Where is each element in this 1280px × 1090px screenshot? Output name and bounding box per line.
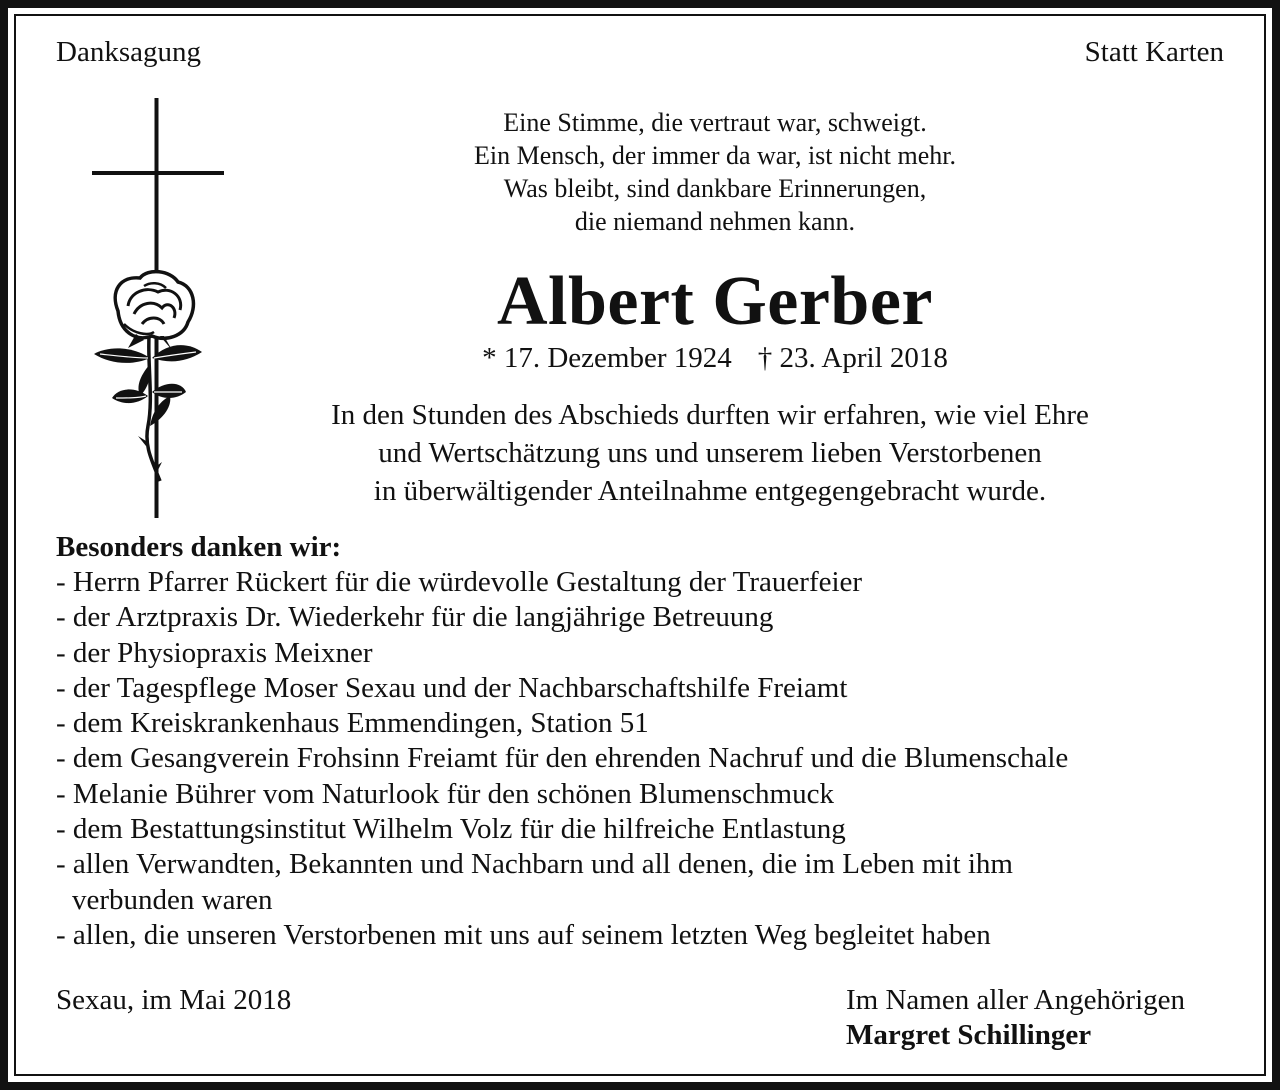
signature-block <box>846 983 1185 1053</box>
thanks-item: - allen, die unseren Verstorbenen mit uns auf seinem letzten Weg begleitet haben <box>56 918 991 951</box>
thanks-item: - dem Bestattungsinstitut Wilhelm Volz für die hilfreiche Entlastung <box>56 813 846 846</box>
intro-line: und Wertschätzung uns und unserem lieben Verstorbenen <box>378 437 1042 469</box>
thanks-heading: Besonders danken wir: <box>56 531 342 563</box>
deceased-name: Albert Gerber <box>496 263 934 340</box>
thanks-item: - der Tagespflege Moser Sexau und der Nachbarschaftshilfe Freiamt <box>56 671 848 704</box>
intro-line: In den Stunden des Abschieds durften wir erfahren, wie viel Ehre <box>331 399 1089 431</box>
death-date: † 23. April 2018 <box>757 342 948 374</box>
thanks-item-continuation-text: verbunden waren <box>72 883 273 916</box>
poem <box>340 106 1090 238</box>
poem-line: Ein Mensch, der immer da war, ist nicht mehr. <box>473 141 956 170</box>
thanks-item: - dem Gesangverein Frohsinn Freiamt für den ehrenden Nachruf und die Blumenschale <box>56 742 1069 775</box>
thanks-item: - der Physiopraxis Meixner <box>56 636 373 669</box>
cross-with-rose-icon <box>88 96 228 520</box>
intro-text <box>250 396 1170 510</box>
intro-line: in überwältigender Anteilnahme entgegengebracht wurde. <box>373 475 1047 507</box>
thanks-item: - Herrn Pfarrer Rückert für die würdevolle Gestaltung der Trauerfeier <box>56 566 863 598</box>
rose-bloom <box>115 272 193 339</box>
poem-line: Eine Stimme, die vertraut war, schweigt. <box>503 108 927 137</box>
life-dates <box>330 340 1100 376</box>
thanks-item: - allen Verwandten, Bekannten und Nachbarn und all denen, die im Leben mit ihm <box>56 848 1013 881</box>
thanks-item-continuation <box>56 883 1226 918</box>
thanks-item: - dem Kreiskrankenhaus Emmendingen, Station 51 <box>56 707 649 740</box>
place-date: Sexau, im Mai 2018 <box>56 984 292 1016</box>
thanks-item: - Melanie Bührer vom Naturlook für den schönen Blumenschmuck <box>56 777 834 810</box>
header-danksagung: Danksagung <box>56 36 201 68</box>
birth-date: * 17. Dezember 1924 <box>482 342 732 374</box>
thanks-item: - der Arztpraxis Dr. Wiederkehr für die langjährige Betreuung <box>56 601 774 634</box>
cross-horizontal-beam <box>92 171 224 175</box>
poem-line: die niemand nehmen kann. <box>574 207 856 236</box>
poem-line: Was bleibt, sind dankbare Erinnerungen, <box>503 174 927 203</box>
on-behalf-text: Im Namen aller Angehörigen <box>846 984 1186 1016</box>
thanks-list <box>56 565 1226 953</box>
signer-name: Margret Schillinger <box>846 1019 1092 1051</box>
header-statt-karten: Statt Karten <box>1084 36 1224 68</box>
